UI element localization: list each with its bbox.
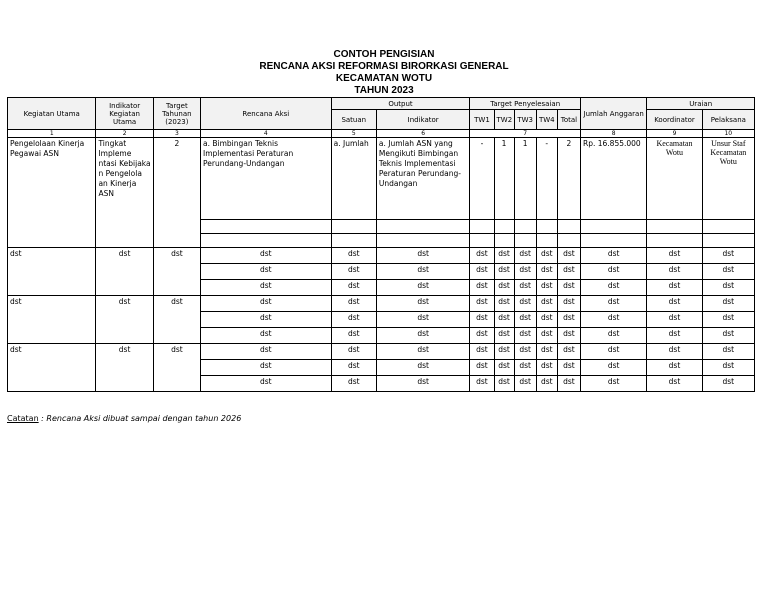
cell-output-indikator: dst <box>376 360 470 376</box>
cell-anggaran: dst <box>581 280 647 296</box>
cell-pelaksana: dst <box>702 312 754 328</box>
cell-tw4: dst <box>536 264 557 280</box>
cell-satuan: dst <box>331 328 376 344</box>
header-tw1: TW1 <box>470 110 494 130</box>
cell-satuan: dst <box>331 248 376 264</box>
cell-output-indikator: dst <box>376 376 470 392</box>
cell-pelaksana: dst <box>702 360 754 376</box>
cell-koordinator: dst <box>647 264 702 280</box>
cell-satuan: dst <box>331 296 376 312</box>
cell-empty <box>200 234 331 248</box>
cell-total: dst <box>557 376 580 392</box>
header-total: Total <box>557 110 580 130</box>
cell-pelaksana: Unsur Staf Kecamatan Wotu <box>702 138 754 220</box>
footnote <box>7 414 241 423</box>
cell-koordinator: dst <box>647 248 702 264</box>
cell-tw2: 1 <box>494 138 514 220</box>
cell-output-indikator: dst <box>376 328 470 344</box>
cell-kegiatan: Pengelolaan Kinerja Pegawai ASN <box>8 138 96 248</box>
rencana-aksi-table <box>7 97 755 392</box>
cell-total: dst <box>557 280 580 296</box>
header-koordinator: Koordinator <box>647 110 702 130</box>
cell-rencana: a. Bimbingan Teknis Implementasi Peraturan Perundang-Undangan <box>200 138 331 220</box>
cell-indikator: dst <box>96 344 153 392</box>
cell-empty <box>470 220 494 234</box>
cell-anggaran: dst <box>581 248 647 264</box>
cell-empty <box>494 220 514 234</box>
cell-empty <box>536 220 557 234</box>
cell-tw3: dst <box>514 312 536 328</box>
cell-tw4: dst <box>536 328 557 344</box>
header-output: Output <box>331 98 470 110</box>
cell-pelaksana: dst <box>702 248 754 264</box>
header-tw2: TW2 <box>494 110 514 130</box>
cell-tw3: dst <box>514 360 536 376</box>
header-anggaran: Jumlah Anggaran <box>581 98 647 130</box>
cell-output-indikator: a. Jumlah ASN yang Mengikuti Bimbingan Teknis Implementasi Peraturan Perundang-Undangan <box>376 138 470 220</box>
cell-output-indikator: dst <box>376 280 470 296</box>
cell-tw2: dst <box>494 360 514 376</box>
col-number: 4 <box>200 130 331 138</box>
col-number: 1 <box>8 130 96 138</box>
cell-tw4: - <box>536 138 557 220</box>
cell-target: dst <box>153 248 200 296</box>
cell-rencana: dst <box>200 328 331 344</box>
cell-tw3: dst <box>514 264 536 280</box>
cell-target: dst <box>153 344 200 392</box>
cell-output-indikator: dst <box>376 344 470 360</box>
cell-koordinator: dst <box>647 296 702 312</box>
header-indikator: Indikator Kegiatan Utama <box>96 98 153 130</box>
cell-tw3: dst <box>514 280 536 296</box>
cell-empty <box>494 234 514 248</box>
cell-tw4: dst <box>536 296 557 312</box>
cell-tw3: dst <box>514 376 536 392</box>
col-number: 7 <box>470 130 581 138</box>
cell-satuan: dst <box>331 264 376 280</box>
cell-empty <box>647 220 702 234</box>
cell-anggaran: dst <box>581 296 647 312</box>
cell-empty <box>200 220 331 234</box>
cell-koordinator: Kecamatan Wotu <box>647 138 702 220</box>
cell-anggaran: Rp. 16.855.000 <box>581 138 647 220</box>
cell-satuan: dst <box>331 360 376 376</box>
cell-empty <box>376 220 470 234</box>
cell-tw4: dst <box>536 344 557 360</box>
cell-tw1: - <box>470 138 494 220</box>
cell-empty <box>376 234 470 248</box>
cell-rencana: dst <box>200 360 331 376</box>
cell-kegiatan: dst <box>8 344 96 392</box>
cell-rencana: dst <box>200 296 331 312</box>
cell-tw4: dst <box>536 248 557 264</box>
header-output-indikator: Indikator <box>376 110 470 130</box>
cell-indikator: dst <box>96 248 153 296</box>
cell-empty <box>581 234 647 248</box>
col-number: 6 <box>376 130 470 138</box>
cell-output-indikator: dst <box>376 296 470 312</box>
cell-satuan: dst <box>331 344 376 360</box>
cell-pelaksana: dst <box>702 264 754 280</box>
cell-total: dst <box>557 264 580 280</box>
cell-total: dst <box>557 312 580 328</box>
cell-koordinator: dst <box>647 312 702 328</box>
cell-empty <box>470 234 494 248</box>
cell-empty <box>331 234 376 248</box>
col-number: 5 <box>331 130 376 138</box>
cell-tw3: dst <box>514 328 536 344</box>
cell-output-indikator: dst <box>376 264 470 280</box>
col-number: 9 <box>647 130 702 138</box>
cell-koordinator: dst <box>647 328 702 344</box>
title-line-2: RENCANA AKSI REFORMASI BIRORKASI GENERAL <box>259 61 509 72</box>
cell-tw2: dst <box>494 264 514 280</box>
cell-tw3: dst <box>514 296 536 312</box>
cell-pelaksana: dst <box>702 344 754 360</box>
col-number: 2 <box>96 130 153 138</box>
cell-tw1: dst <box>470 296 494 312</box>
cell-output-indikator: dst <box>376 312 470 328</box>
cell-tw1: dst <box>470 264 494 280</box>
cell-target: 2 <box>153 138 200 248</box>
cell-anggaran: dst <box>581 264 647 280</box>
cell-tw3: dst <box>514 344 536 360</box>
cell-koordinator: dst <box>647 344 702 360</box>
cell-empty <box>536 234 557 248</box>
header-satuan: Satuan <box>331 110 376 130</box>
cell-rencana: dst <box>200 376 331 392</box>
cell-anggaran: dst <box>581 312 647 328</box>
cell-total: dst <box>557 296 580 312</box>
cell-output-indikator: dst <box>376 248 470 264</box>
col-number: 3 <box>153 130 200 138</box>
cell-tw1: dst <box>470 280 494 296</box>
cell-tw4: dst <box>536 376 557 392</box>
cell-tw1: dst <box>470 344 494 360</box>
cell-tw4: dst <box>536 312 557 328</box>
cell-pelaksana: dst <box>702 328 754 344</box>
cell-tw4: dst <box>536 280 557 296</box>
cell-tw1: dst <box>470 312 494 328</box>
cell-kegiatan: dst <box>8 248 96 296</box>
cell-koordinator: dst <box>647 280 702 296</box>
cell-total: dst <box>557 328 580 344</box>
cell-rencana: dst <box>200 312 331 328</box>
header-target: Target Tahunan (2023) <box>153 98 200 130</box>
cell-empty <box>514 220 536 234</box>
cell-pelaksana: dst <box>702 296 754 312</box>
header-tw4: TW4 <box>536 110 557 130</box>
cell-target: dst <box>153 296 200 344</box>
cell-tw2: dst <box>494 328 514 344</box>
cell-empty <box>331 220 376 234</box>
cell-tw2: dst <box>494 280 514 296</box>
header-pelaksana: Pelaksana <box>702 110 754 130</box>
header-kegiatan: Kegiatan Utama <box>8 98 96 130</box>
cell-tw1: dst <box>470 328 494 344</box>
cell-anggaran: dst <box>581 360 647 376</box>
cell-empty <box>514 234 536 248</box>
cell-rencana: dst <box>200 344 331 360</box>
cell-pelaksana: dst <box>702 376 754 392</box>
cell-tw2: dst <box>494 312 514 328</box>
header-uraian: Uraian <box>647 98 755 110</box>
cell-satuan: dst <box>331 376 376 392</box>
col-number: 8 <box>581 130 647 138</box>
cell-satuan: dst <box>331 280 376 296</box>
cell-tw3: 1 <box>514 138 536 220</box>
cell-rencana: dst <box>200 248 331 264</box>
cell-total: dst <box>557 248 580 264</box>
cell-kegiatan: dst <box>8 296 96 344</box>
cell-koordinator: dst <box>647 376 702 392</box>
cell-rencana: dst <box>200 264 331 280</box>
header-target-penyelesaian: Target Penyelesaian <box>470 98 581 110</box>
cell-tw1: dst <box>470 376 494 392</box>
cell-tw2: dst <box>494 376 514 392</box>
cell-tw1: dst <box>470 248 494 264</box>
cell-tw2: dst <box>494 296 514 312</box>
cell-total: dst <box>557 360 580 376</box>
cell-satuan: dst <box>331 312 376 328</box>
col-number: 10 <box>702 130 754 138</box>
cell-pelaksana: dst <box>702 280 754 296</box>
header-rencana: Rencana Aksi <box>200 98 331 130</box>
title-line-4: TAHUN 2023 <box>354 85 414 96</box>
cell-anggaran: dst <box>581 344 647 360</box>
cell-empty <box>581 220 647 234</box>
cell-anggaran: dst <box>581 376 647 392</box>
cell-empty <box>557 220 580 234</box>
cell-empty <box>702 234 754 248</box>
cell-empty <box>647 234 702 248</box>
cell-tw2: dst <box>494 248 514 264</box>
cell-empty <box>702 220 754 234</box>
footnote-label: Catatan <box>7 414 39 423</box>
cell-anggaran: dst <box>581 328 647 344</box>
cell-indikator: Tingkat Impleme ntasi Kebijaka n Pengelola an Kinerja ASN <box>96 138 153 248</box>
cell-satuan: a. Jumlah <box>331 138 376 220</box>
cell-tw2: dst <box>494 344 514 360</box>
title-line-3: KECAMATAN WOTU <box>335 73 433 84</box>
cell-tw4: dst <box>536 360 557 376</box>
cell-rencana: dst <box>200 280 331 296</box>
cell-empty <box>557 234 580 248</box>
header-tw3: TW3 <box>514 110 536 130</box>
cell-total: 2 <box>557 138 580 220</box>
cell-indikator: dst <box>96 296 153 344</box>
footnote-text: : Rencana Aksi dibuat sampai dengan tahun 2026 <box>38 414 242 423</box>
cell-tw1: dst <box>470 360 494 376</box>
title-line-1: CONTOH PENGISIAN <box>333 49 435 60</box>
cell-tw3: dst <box>514 248 536 264</box>
cell-total: dst <box>557 344 580 360</box>
cell-koordinator: dst <box>647 360 702 376</box>
